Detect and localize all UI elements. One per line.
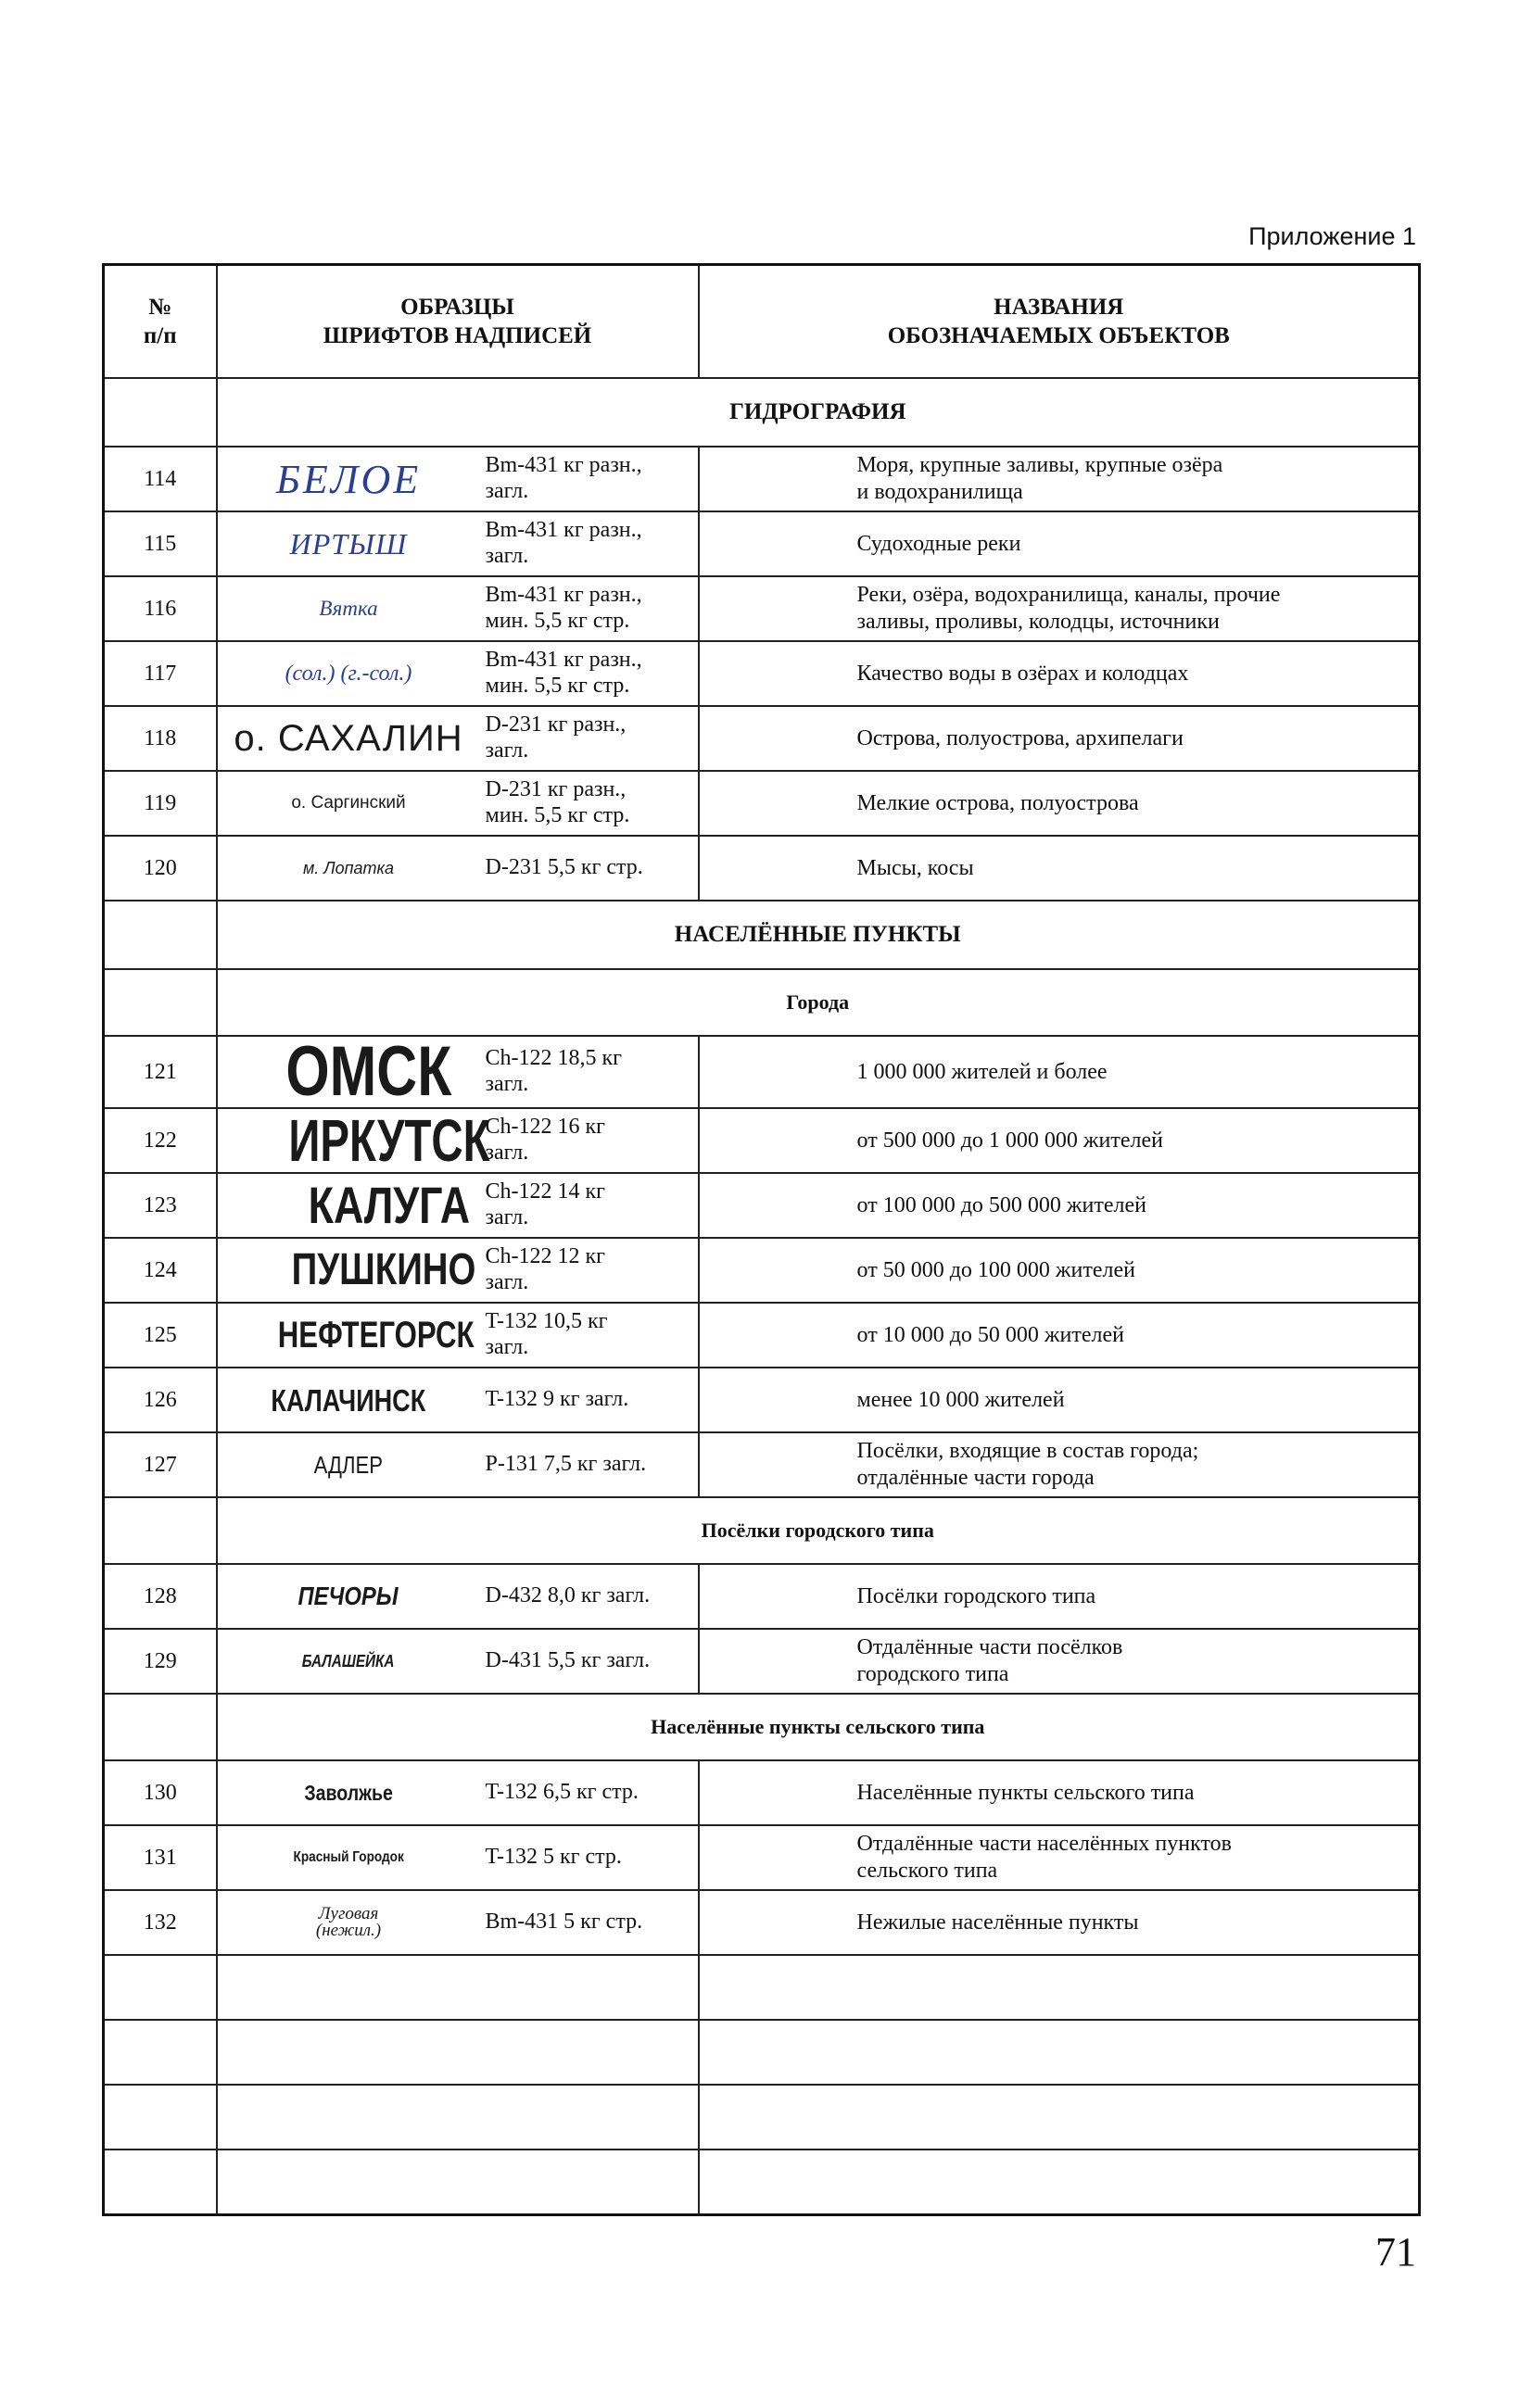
table-row — [104, 1629, 1420, 1694]
header-samples-line2: ШРИФТОВ НАДПИСЕЙ — [323, 323, 592, 348]
section-row — [104, 378, 1420, 447]
row-number: 124 — [104, 1238, 217, 1303]
font-sample — [217, 1032, 480, 1111]
row-number: 118 — [104, 706, 217, 771]
object-name: Мелкие острова, полуострова — [699, 771, 1420, 836]
sample-text: КАЛАЧИНСК — [271, 1382, 426, 1418]
sample-text: ПУШКИНО — [291, 1245, 476, 1294]
subsection-cities: Города — [217, 969, 1420, 1036]
row-number: 120 — [104, 836, 217, 901]
row-number: 127 — [104, 1432, 217, 1497]
subsection-row — [104, 1694, 1420, 1760]
header-number-line2: п/п — [143, 323, 177, 348]
font-samples-table — [102, 263, 1421, 2216]
header-names-line1: НАЗВАНИЯ — [994, 294, 1124, 320]
row-number: 122 — [104, 1108, 217, 1173]
table-row — [104, 836, 1420, 901]
row-number: 123 — [104, 1173, 217, 1238]
font-code: Bm-431 кг разн., загл. — [480, 511, 699, 576]
font-code: Ch-122 12 кг загл. — [480, 1238, 699, 1303]
row-number: 116 — [104, 576, 217, 641]
object-name: от 10 000 до 50 000 жителей — [699, 1303, 1420, 1368]
table-row — [104, 1760, 1420, 1825]
sample-text: о. Саргинский — [291, 793, 406, 813]
sample-text: БЕЛОЕ — [275, 456, 422, 502]
object-name: Острова, полуострова, архипелаги — [699, 706, 1420, 771]
header-names-line2: ОБОЗНАЧАЕМЫХ ОБЪЕКТОВ — [887, 323, 1230, 348]
table-row — [104, 511, 1420, 576]
font-code: D-431 5,5 кг загл. — [480, 1629, 699, 1694]
object-name: Нежилые населённые пункты — [699, 1890, 1420, 1955]
empty-row — [104, 2085, 1420, 2150]
row-number: 117 — [104, 641, 217, 706]
row-number: 128 — [104, 1564, 217, 1629]
row-number: 121 — [104, 1036, 217, 1108]
table-row — [104, 1825, 1420, 1890]
empty-row — [104, 2020, 1420, 2085]
font-code: D-231 5,5 кг стр. — [480, 836, 699, 901]
object-name: от 500 000 до 1 000 000 жителей — [699, 1108, 1420, 1173]
table-row — [104, 771, 1420, 836]
sample-text: ИРТЫШ — [289, 526, 408, 561]
header-samples — [217, 265, 699, 379]
row-number: 125 — [104, 1303, 217, 1368]
font-sample — [217, 1760, 480, 1825]
table-row — [104, 1303, 1420, 1368]
sample-text: Луговая (нежил.) — [315, 1903, 382, 1940]
font-code: T-132 5 кг стр. — [480, 1825, 699, 1890]
font-sample — [217, 706, 480, 771]
font-code: Ch-122 18,5 кг загл. — [480, 1036, 699, 1108]
table-row — [104, 1036, 1420, 1108]
object-name: менее 10 000 жителей — [699, 1368, 1420, 1432]
sample-text: ПЕЧОРЫ — [298, 1582, 399, 1610]
table-row — [104, 641, 1420, 706]
object-name: Отдалённые части населённых пунктов сельского типа — [699, 1825, 1420, 1890]
font-sample — [217, 1368, 480, 1432]
object-name: Отдалённые части посёлков городского типа — [699, 1629, 1420, 1694]
page-number: 71 — [1375, 2229, 1416, 2275]
subsection-towns: Посёлки городского типа — [217, 1497, 1420, 1564]
table-row — [104, 576, 1420, 641]
sample-text: НЕФТЕГОРСК — [277, 1315, 475, 1355]
font-code: D-432 8,0 кг загл. — [480, 1564, 699, 1629]
font-sample — [217, 576, 480, 641]
subsection-row — [104, 969, 1420, 1036]
font-code: P-131 7,5 кг загл. — [480, 1432, 699, 1497]
row-number: 115 — [104, 511, 217, 576]
object-name: Населённые пункты сельского типа — [699, 1760, 1420, 1825]
font-code: Bm-431 кг разн., мин. 5,5 кг стр. — [480, 641, 699, 706]
font-sample — [217, 1825, 480, 1890]
header-names — [699, 265, 1420, 379]
font-sample — [217, 1564, 480, 1629]
row-number: 114 — [104, 447, 217, 511]
table-row — [104, 706, 1420, 771]
font-code: T-132 6,5 кг стр. — [480, 1760, 699, 1825]
object-name: от 100 000 до 500 000 жителей — [699, 1173, 1420, 1238]
font-sample — [217, 511, 480, 576]
section-settlements: НАСЕЛЁННЫЕ ПУНКТЫ — [217, 901, 1420, 969]
font-sample — [217, 1303, 480, 1368]
font-code: T-132 9 кг загл. — [480, 1368, 699, 1432]
row-number: 131 — [104, 1825, 217, 1890]
empty-row — [104, 1955, 1420, 2020]
object-name: Моря, крупные заливы, крупные озёра и водохранилища — [699, 447, 1420, 511]
table-row — [104, 1238, 1420, 1303]
sample-text: ОМСК — [285, 1032, 452, 1111]
font-sample — [217, 1238, 480, 1303]
section-row — [104, 901, 1420, 969]
font-sample — [217, 1107, 490, 1174]
row-number: 126 — [104, 1368, 217, 1432]
font-sample — [217, 1432, 480, 1497]
font-code: Bm-431 кг разн., загл. — [480, 447, 699, 511]
font-code: D-231 кг разн., мин. 5,5 кг стр. — [480, 771, 699, 836]
sample-text: АДЛЕР — [313, 1450, 384, 1479]
row-number: 119 — [104, 771, 217, 836]
font-sample — [217, 641, 480, 706]
table-header-row — [104, 265, 1420, 379]
sample-text: Вятка — [319, 597, 378, 620]
subsection-row — [104, 1497, 1420, 1564]
table-row — [104, 447, 1420, 511]
table-row — [104, 1432, 1420, 1497]
font-sample — [217, 1629, 480, 1694]
empty-row — [104, 2150, 1420, 2214]
sample-text: БАЛАШЕЙКА — [302, 1651, 395, 1670]
object-name: от 50 000 до 100 000 жителей — [699, 1238, 1420, 1303]
sample-text: (сол.) (г.-сол.) — [285, 661, 412, 686]
header-number-line1: № — [148, 294, 172, 320]
sample-text: Красный Городок — [293, 1849, 404, 1865]
sample-text: о. САХАЛИН — [234, 717, 463, 759]
font-code: Bm-431 кг разн., мин. 5,5 кг стр. — [480, 576, 699, 641]
row-number: 129 — [104, 1629, 217, 1694]
table-row — [104, 1368, 1420, 1432]
sample-text: Заволжье — [304, 1780, 393, 1805]
font-sample — [217, 447, 480, 511]
table-row — [104, 1890, 1420, 1955]
table-row — [104, 1173, 1420, 1238]
font-code: D-231 кг разн., загл. — [480, 706, 699, 771]
row-number: 132 — [104, 1890, 217, 1955]
sample-text: ИРКУТСК — [287, 1107, 490, 1174]
header-number — [104, 265, 217, 379]
font-code: Ch-122 16 кг загл. — [480, 1108, 699, 1173]
sample-text: КАЛУГА — [309, 1176, 471, 1234]
font-code: Bm-431 5 кг стр. — [480, 1890, 699, 1955]
font-sample — [217, 771, 480, 836]
object-name: Мысы, косы — [699, 836, 1420, 901]
object-name: Посёлки городского типа — [699, 1564, 1420, 1629]
sample-text: м. Лопатка — [302, 858, 395, 877]
appendix-label: Приложение 1 — [1248, 222, 1416, 250]
font-sample — [217, 1173, 480, 1238]
object-name: Судоходные реки — [699, 511, 1420, 576]
table-row — [104, 1564, 1420, 1629]
table-row — [104, 1108, 1420, 1173]
object-name: Посёлки, входящие в состав города; отдалённые части города — [699, 1432, 1420, 1497]
object-name: Реки, озёра, водохранилища, каналы, прочие заливы, проливы, колодцы, источники — [699, 576, 1420, 641]
object-name: 1 000 000 жителей и более — [699, 1036, 1420, 1108]
subsection-rural: Населённые пункты сельского типа — [217, 1694, 1420, 1760]
row-number: 130 — [104, 1760, 217, 1825]
font-code: T-132 10,5 кг загл. — [480, 1303, 699, 1368]
header-samples-line1: ОБРАЗЦЫ — [400, 294, 514, 320]
font-sample — [217, 1890, 480, 1955]
font-code: Ch-122 14 кг загл. — [480, 1173, 699, 1238]
font-sample — [217, 836, 480, 901]
object-name: Качество воды в озёрах и колодцах — [699, 641, 1420, 706]
section-hydrography: ГИДРОГРАФИЯ — [217, 378, 1420, 447]
